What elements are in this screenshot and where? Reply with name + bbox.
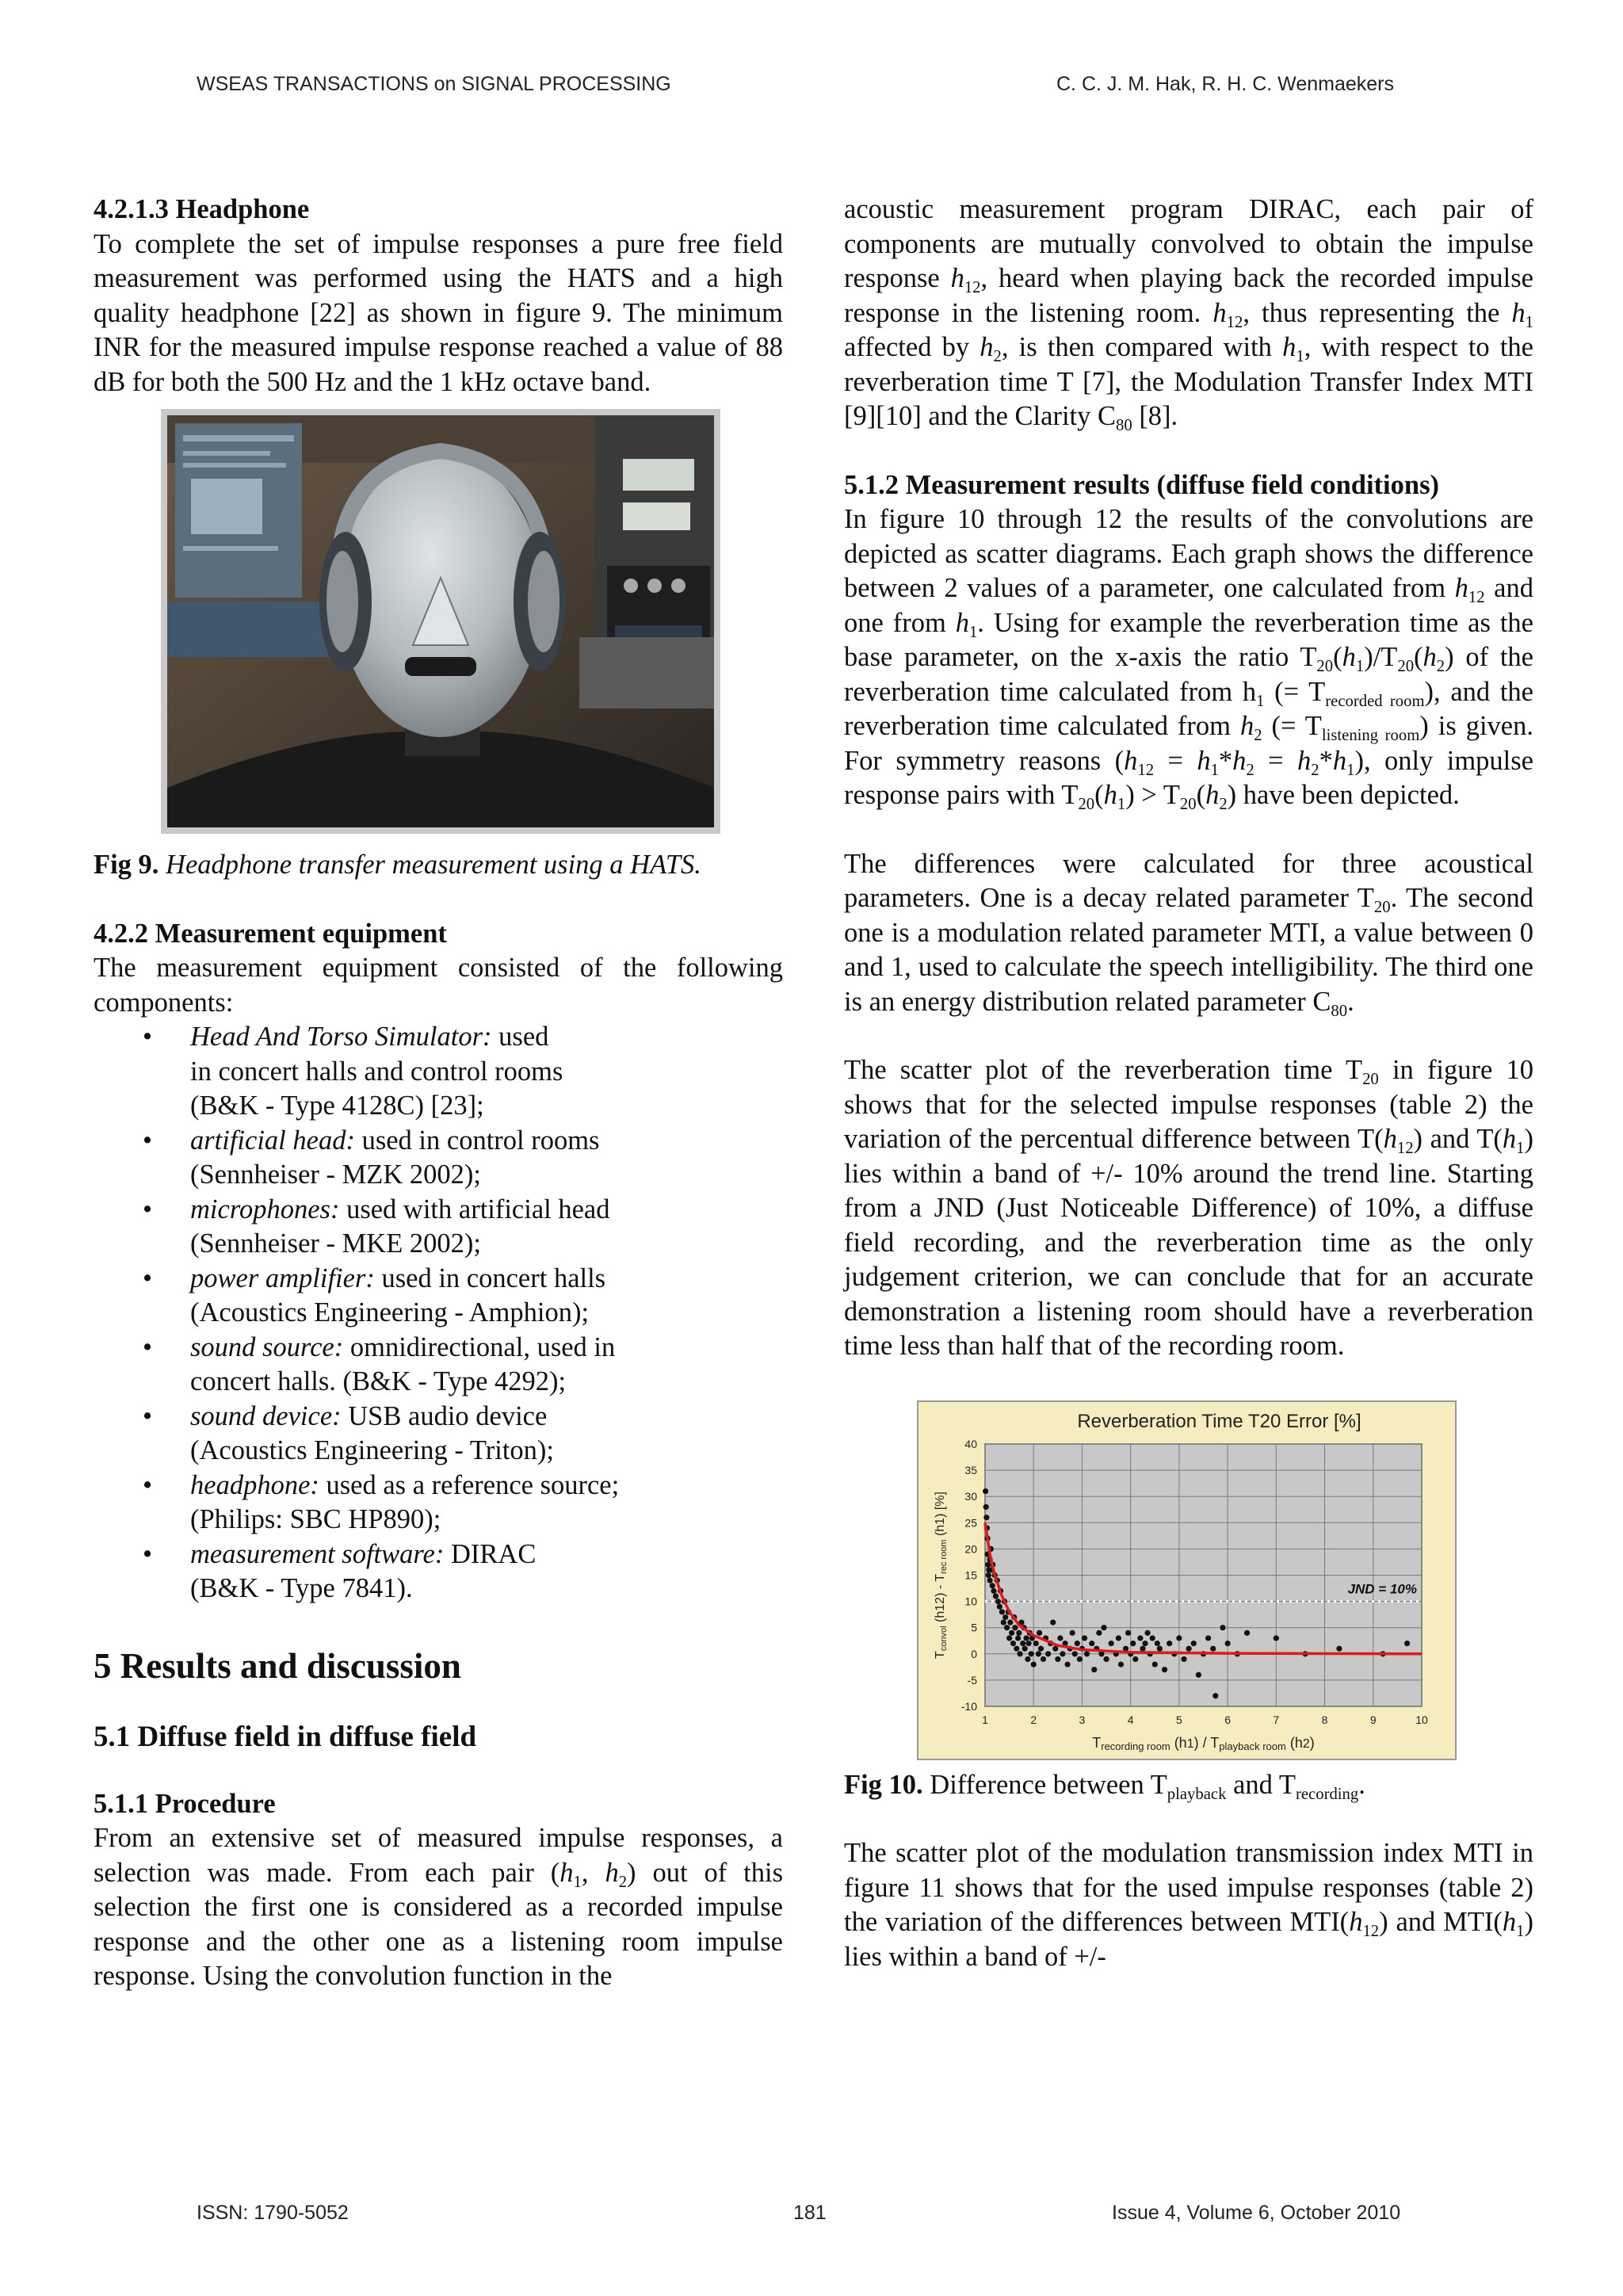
scatter-point bbox=[1089, 1640, 1094, 1645]
fig10-chart-svg bbox=[917, 1400, 1457, 1760]
equipment-item bbox=[94, 1469, 783, 1538]
text-run: Difference between T bbox=[922, 1769, 1167, 1800]
scatter-point bbox=[1205, 1635, 1211, 1641]
scatter-point bbox=[1004, 1625, 1010, 1630]
equipment-item bbox=[94, 1124, 783, 1193]
y-tick-label: 40 bbox=[964, 1437, 977, 1450]
text-run: From an extensive set of measured impulse responses, a selection was made. From each pair ( bbox=[94, 1823, 783, 1888]
scatter-point bbox=[1001, 1619, 1006, 1625]
subscript: 12 bbox=[1226, 313, 1243, 331]
text-run: affected by bbox=[844, 332, 980, 362]
equipment-name: Head And Torso Simulator: bbox=[190, 1022, 492, 1052]
symbol-h: h bbox=[1282, 332, 1296, 362]
text-run: The differences were calculated for three acoustical parameters. One is a decay related parameter T bbox=[844, 848, 1533, 913]
equipment-item bbox=[94, 1193, 783, 1262]
scatter-point bbox=[991, 1587, 996, 1593]
text-run: ), only impulse response pairs with T bbox=[844, 745, 1533, 810]
fig9-caption-label: Fig 9. bbox=[94, 850, 159, 880]
x-axis-label-run: (h bbox=[1285, 1734, 1303, 1751]
symbol-h: h bbox=[1205, 780, 1220, 810]
x-tick-label: 5 bbox=[1175, 1713, 1182, 1726]
scatter-point bbox=[983, 1515, 989, 1520]
x-tick-label: 6 bbox=[1224, 1713, 1232, 1726]
text-run: (= T bbox=[1264, 676, 1326, 707]
x-axis-label-run: T bbox=[1092, 1734, 1102, 1751]
x-axis-label-run: 1 bbox=[1186, 1736, 1194, 1751]
subscript: 1 bbox=[1296, 348, 1304, 366]
y-tick-label: 15 bbox=[964, 1568, 977, 1581]
scatter-point bbox=[1274, 1635, 1279, 1641]
scatter-point bbox=[1084, 1651, 1090, 1656]
text-run: ) lies within a band of +/- bbox=[844, 1907, 1533, 1972]
subscript: 12 bbox=[1396, 1140, 1414, 1158]
text-run: , with respect to the reverberation time T [7], the Modulation Transfer Index MTI [9][10] and the Clarity C bbox=[844, 332, 1533, 431]
equipment-description: omnidirectional, used in bbox=[343, 1331, 616, 1362]
text-run: , heard when playing back the recorded impulse response in the listening room. bbox=[844, 263, 1533, 328]
subscript: 20 bbox=[1078, 796, 1095, 814]
x-tick-label: 4 bbox=[1127, 1713, 1134, 1726]
section-512-heading: 5.1.2 Measurement results (diffuse field conditions) bbox=[844, 469, 1439, 500]
y-tick-label: 30 bbox=[964, 1489, 977, 1503]
equipment-detail: (Sennheiser - MKE 2002); bbox=[190, 1228, 481, 1259]
scatter-point bbox=[1015, 1635, 1021, 1641]
x-tick-label: 9 bbox=[1369, 1713, 1377, 1726]
running-head-authors: C. C. J. M. Hak, R. H. C. Wenmaekers bbox=[1056, 73, 1395, 95]
text-run: . Using for example the reverberation time as the base parameter, on the x-axis the ratio T bbox=[844, 607, 1533, 672]
section-511-text bbox=[94, 1821, 783, 1994]
right-paragraph-5 bbox=[844, 1836, 1533, 1974]
bullet-icon: • bbox=[143, 1400, 153, 1431]
equipment-detail: (Acoustics Engineering - Amphion); bbox=[190, 1297, 590, 1328]
subscript: listening room bbox=[1321, 727, 1420, 745]
symbol-h: h bbox=[1502, 1907, 1517, 1937]
x-axis-label-run: (h bbox=[1170, 1734, 1187, 1751]
scatter-point bbox=[1103, 1656, 1109, 1661]
scatter-point bbox=[1109, 1640, 1114, 1645]
y-tick-label: 20 bbox=[964, 1541, 977, 1555]
fig10-caption-text bbox=[922, 1769, 1365, 1803]
text-run: ( bbox=[1196, 780, 1206, 810]
symbol-h: h bbox=[1212, 297, 1227, 328]
equipment-detail: (Acoustics Engineering - Triton); bbox=[190, 1435, 554, 1465]
text-run: ( bbox=[1414, 642, 1423, 672]
section-422-heading: 4.2.2 Measurement equipment bbox=[94, 918, 447, 949]
symbol-h: h bbox=[1332, 745, 1347, 776]
equipment-item bbox=[94, 1020, 783, 1124]
equipment-detail: (B&K - Type 7841). bbox=[190, 1573, 413, 1603]
scatter-point bbox=[1022, 1645, 1028, 1651]
scatter-point bbox=[1033, 1640, 1039, 1645]
text-run: The scatter plot of the modulation transmission index MTI in figure 11 shows that for the used impulse responses (table 2) the variation of the differences between MTI( bbox=[844, 1838, 1533, 1937]
scatter-point bbox=[1025, 1656, 1030, 1661]
subscript: 12 bbox=[1137, 761, 1155, 779]
symbol-h: h bbox=[1232, 745, 1247, 776]
equipment-detail: in concert halls and control rooms bbox=[190, 1056, 563, 1087]
text-run: In figure 10 through 12 the results of the convolutions are depicted as scatter diagrams. Each graph shows the difference between 2 values of a parameter, one calculated from bbox=[844, 504, 1533, 603]
x-axis-label-run: ) bbox=[1309, 1734, 1315, 1751]
equipment-description: DIRAC bbox=[444, 1538, 537, 1569]
scatter-point bbox=[1244, 1629, 1250, 1635]
text-run: , is then compared with bbox=[1001, 332, 1283, 362]
scatter-point bbox=[1116, 1635, 1121, 1641]
symbol-h: h bbox=[1502, 1124, 1517, 1154]
footer-issue: Issue 4, Volume 6, October 2010 bbox=[1112, 2202, 1401, 2224]
scatter-point bbox=[1118, 1661, 1124, 1667]
text-run: ) and MTI( bbox=[1379, 1907, 1503, 1937]
y-tick-label: 5 bbox=[971, 1621, 977, 1634]
scatter-point bbox=[1181, 1656, 1186, 1661]
subscript: 12 bbox=[1362, 1923, 1380, 1941]
scatter-point bbox=[1176, 1635, 1182, 1641]
scatter-point bbox=[1010, 1640, 1016, 1645]
footer-issn: ISSN: 1790-5052 bbox=[197, 2202, 349, 2224]
equipment-description: used with artificial head bbox=[339, 1194, 610, 1224]
scatter-point bbox=[1167, 1640, 1172, 1645]
scatter-point bbox=[1336, 1645, 1342, 1651]
scatter-point bbox=[1023, 1635, 1029, 1641]
fig9-caption bbox=[94, 848, 783, 883]
fig10-chart bbox=[917, 1400, 1457, 1760]
symbol-h: h bbox=[955, 607, 969, 638]
running-head-journal: WSEAS TRANSACTIONS on SIGNAL PROCESSING bbox=[197, 73, 671, 95]
scatter-point bbox=[1064, 1661, 1070, 1667]
scatter-point bbox=[1144, 1629, 1150, 1635]
scatter-point bbox=[995, 1599, 1001, 1604]
subscript: 1 bbox=[1117, 796, 1126, 814]
symbol-h: h bbox=[1239, 711, 1254, 741]
chart-title: Reverberation Time T20 Error [%] bbox=[1077, 1410, 1361, 1432]
scatter-point bbox=[1037, 1629, 1042, 1635]
scatter-point bbox=[1070, 1629, 1075, 1635]
symbol-h: h bbox=[1297, 745, 1312, 776]
scatter-point bbox=[1155, 1640, 1160, 1645]
scatter-point bbox=[1072, 1651, 1078, 1656]
text-run: [8]. bbox=[1132, 401, 1178, 431]
scatter-point bbox=[1036, 1651, 1041, 1656]
text-run: ) out of this selection the first one is considered as a recorded impulse response and the other one as a listening room impulse response. Using the convolution function in the bbox=[94, 1857, 783, 1991]
y-tick-label: 35 bbox=[964, 1463, 977, 1477]
symbol-h: h bbox=[1197, 745, 1211, 776]
subscript: 1 bbox=[573, 1873, 582, 1891]
x-axis-label-run: recording room bbox=[1101, 1740, 1170, 1752]
text-run: = bbox=[1254, 745, 1298, 776]
bullet-icon: • bbox=[143, 1538, 153, 1569]
right-column bbox=[844, 193, 1533, 1974]
scatter-point bbox=[1002, 1614, 1008, 1619]
text-run: and one from bbox=[844, 573, 1533, 638]
fig9-caption-text: Headphone transfer measurement using a HATS. bbox=[166, 850, 701, 880]
fig9-photo bbox=[161, 409, 720, 834]
equipment-description: USB audio device bbox=[341, 1400, 548, 1431]
bullet-icon: • bbox=[143, 1194, 153, 1224]
scatter-point bbox=[993, 1593, 999, 1599]
scatter-point bbox=[1082, 1635, 1087, 1641]
equipment-name: sound source: bbox=[190, 1331, 344, 1362]
scatter-point bbox=[985, 1561, 991, 1567]
y-axis-label-run: ) - T bbox=[934, 1573, 947, 1597]
scatter-point bbox=[1125, 1629, 1131, 1635]
symbol-h: h bbox=[605, 1857, 619, 1888]
equipment-description: used as a reference source; bbox=[319, 1469, 620, 1500]
y-axis-label-run: 12 bbox=[934, 1596, 947, 1611]
right-paragraph-4 bbox=[844, 1053, 1533, 1364]
x-tick-label: 10 bbox=[1415, 1713, 1428, 1726]
scatter-point bbox=[986, 1572, 991, 1577]
bullet-icon: • bbox=[143, 1469, 153, 1500]
scatter-point bbox=[1016, 1629, 1022, 1635]
symbol-h: h bbox=[980, 332, 994, 362]
text-run: ) of the reverberation time calculated from h bbox=[844, 642, 1533, 707]
text-run: . bbox=[1358, 1769, 1365, 1800]
equipment-description: used in control rooms bbox=[354, 1125, 600, 1156]
scatter-point bbox=[1157, 1645, 1163, 1651]
scatter-point bbox=[1031, 1661, 1037, 1667]
x-tick-label: 1 bbox=[982, 1713, 988, 1726]
text-run: ), and the reverberation time calculated from bbox=[844, 676, 1533, 741]
text-run: ( bbox=[1333, 642, 1342, 672]
y-tick-label: 0 bbox=[971, 1647, 977, 1660]
equipment-name: power amplifier: bbox=[190, 1263, 375, 1293]
symbol-h: h bbox=[1349, 1907, 1363, 1937]
symbol-h: h bbox=[1383, 1124, 1397, 1154]
text-run: = bbox=[1154, 745, 1197, 776]
text-run: ( bbox=[1094, 780, 1104, 810]
symbol-h: h bbox=[1342, 642, 1356, 672]
scatter-point bbox=[1060, 1651, 1065, 1656]
equipment-list bbox=[94, 1020, 783, 1606]
text-run: . bbox=[1347, 986, 1354, 1017]
y-tick-label: -5 bbox=[967, 1673, 977, 1687]
jnd-label: JND = 10% bbox=[1347, 1581, 1417, 1597]
equipment-description: used in concert halls bbox=[374, 1263, 606, 1293]
scatter-point bbox=[1137, 1635, 1143, 1641]
hats-headphone-photo bbox=[167, 415, 714, 827]
scatter-point bbox=[1077, 1656, 1083, 1661]
y-axis-label-run: (h bbox=[934, 1524, 947, 1539]
section-422-text: The measurement equipment consisted of the following components: bbox=[94, 953, 783, 1018]
symbol-h: h bbox=[1511, 297, 1526, 328]
subscript: 1 bbox=[1516, 1923, 1525, 1941]
subscript: 1 bbox=[1346, 761, 1355, 779]
subscript: playback bbox=[1167, 1785, 1227, 1803]
scatter-point bbox=[1091, 1667, 1097, 1672]
scatter-point bbox=[1210, 1645, 1216, 1651]
subscript: 1 bbox=[968, 623, 978, 641]
section-5-heading: 5 Results and discussion bbox=[94, 1645, 461, 1686]
subscript: 2 bbox=[1311, 761, 1319, 779]
x-tick-label: 3 bbox=[1079, 1713, 1086, 1726]
scatter-point bbox=[1045, 1651, 1051, 1656]
scatter-point bbox=[1152, 1661, 1158, 1667]
scatter-point bbox=[1225, 1640, 1231, 1645]
equipment-name: sound device: bbox=[190, 1400, 342, 1431]
text-run: The scatter plot of the reverberation time T bbox=[844, 1055, 1363, 1085]
y-tick-label: 25 bbox=[964, 1515, 977, 1529]
equipment-item bbox=[94, 1331, 783, 1400]
symbol-h: h bbox=[950, 263, 964, 293]
equipment-item bbox=[94, 1400, 783, 1469]
subscript: 2 bbox=[1219, 796, 1228, 814]
scatter-point bbox=[1191, 1640, 1197, 1645]
equipment-name: headphone: bbox=[190, 1469, 319, 1500]
text-run: )/T bbox=[1364, 642, 1398, 672]
equipment-name: measurement software: bbox=[190, 1538, 445, 1569]
scatter-point bbox=[1017, 1651, 1022, 1656]
scatter-point bbox=[987, 1577, 993, 1583]
scatter-point bbox=[997, 1603, 1002, 1609]
scatter-point bbox=[1057, 1635, 1063, 1641]
y-axis-label-run: convol bbox=[939, 1625, 949, 1651]
bullet-icon: • bbox=[143, 1022, 153, 1052]
scatter-point bbox=[1014, 1645, 1019, 1651]
subscript: 20 bbox=[1397, 658, 1415, 676]
scatter-point bbox=[1140, 1645, 1145, 1651]
subscript: 1 bbox=[1516, 1140, 1525, 1158]
bullet-icon: • bbox=[143, 1263, 153, 1293]
text-run: ) have been depicted. bbox=[1227, 780, 1460, 810]
y-axis-label-run: 1 bbox=[934, 1517, 947, 1525]
scatter-point bbox=[1404, 1640, 1410, 1645]
scatter-point bbox=[1007, 1619, 1013, 1625]
equipment-item bbox=[94, 1538, 783, 1606]
text-run: in figure 10 shows that for the selected impulse responses (table 2) the variation of the percentual difference between T( bbox=[844, 1055, 1533, 1154]
scatter-point bbox=[1009, 1629, 1014, 1635]
equipment-detail: (Sennheiser - MZK 2002); bbox=[190, 1159, 481, 1190]
subscript: 20 bbox=[1316, 658, 1334, 676]
section-4213-heading: 4.2.1.3 Headphone bbox=[94, 194, 310, 224]
left-column bbox=[94, 193, 783, 1994]
scatter-point bbox=[1029, 1651, 1034, 1656]
text-run: ) is given. For symmetry reasons ( bbox=[844, 711, 1533, 776]
y-axis-label-run: ) [%] bbox=[934, 1491, 947, 1518]
right-paragraph-3 bbox=[844, 847, 1533, 1020]
subscript: 1 bbox=[1256, 692, 1265, 710]
right-paragraph-1 bbox=[844, 193, 1533, 434]
scatter-point bbox=[1220, 1625, 1225, 1630]
text-run: * bbox=[1319, 745, 1333, 776]
x-axis-label-run: ) / T bbox=[1193, 1734, 1220, 1751]
section-51-heading: 5.1 Diffuse field in diffuse field bbox=[94, 1720, 477, 1753]
scatter-point bbox=[1020, 1640, 1025, 1645]
x-tick-label: 7 bbox=[1273, 1713, 1280, 1726]
scatter-point bbox=[1162, 1667, 1167, 1672]
subscript: 2 bbox=[1254, 727, 1262, 745]
scatter-point bbox=[1130, 1640, 1136, 1645]
scatter-point bbox=[1041, 1656, 1046, 1661]
y-axis-label-run: rec room bbox=[939, 1538, 949, 1574]
subscript: 1 bbox=[1525, 313, 1534, 331]
y-tick-label: 10 bbox=[964, 1595, 977, 1608]
subscript: 2 bbox=[1246, 761, 1254, 779]
fig10-caption bbox=[844, 1768, 1533, 1803]
text-run: ) > T bbox=[1125, 780, 1180, 810]
subscript: 20 bbox=[1362, 1071, 1379, 1089]
subscript: 2 bbox=[618, 1873, 628, 1891]
subscript: 20 bbox=[1373, 899, 1391, 917]
text-run: and T bbox=[1226, 1769, 1296, 1800]
equipment-detail: (Philips: SBC HP890); bbox=[190, 1504, 441, 1534]
subscript: 12 bbox=[1468, 589, 1485, 607]
subscript: 20 bbox=[1179, 796, 1197, 814]
scatter-point bbox=[1075, 1640, 1080, 1645]
equipment-name: artificial head: bbox=[190, 1125, 355, 1156]
x-tick-label: 2 bbox=[1030, 1713, 1037, 1726]
equipment-item bbox=[94, 1262, 783, 1331]
scatter-point bbox=[1006, 1635, 1012, 1641]
scatter-point bbox=[983, 1503, 989, 1509]
scatter-point bbox=[1026, 1640, 1032, 1645]
subscript: recorded room bbox=[1325, 692, 1425, 710]
text-run: acoustic measurement program DIRAC, each pair of components are mutually convolved to obtain the impulse response bbox=[844, 194, 1533, 293]
scatter-point bbox=[1101, 1625, 1106, 1630]
scatter-point bbox=[1150, 1635, 1155, 1641]
x-axis-label-run: playback room bbox=[1219, 1740, 1286, 1752]
scatter-point bbox=[1050, 1619, 1056, 1625]
y-tick-label: -10 bbox=[960, 1699, 977, 1713]
scatter-point bbox=[999, 1609, 1005, 1614]
text-run: , bbox=[581, 1857, 605, 1888]
text-run: (= T bbox=[1262, 711, 1322, 741]
y-axis-label-run: (h bbox=[934, 1610, 947, 1626]
footer-page-number: 181 bbox=[793, 2202, 827, 2224]
subscript: 1 bbox=[1355, 658, 1365, 676]
symbol-h: h bbox=[559, 1857, 574, 1888]
scatter-point bbox=[1012, 1625, 1018, 1630]
scatter-point bbox=[1196, 1671, 1201, 1677]
equipment-detail: (B&K - Type 4128C) [23]; bbox=[190, 1091, 484, 1121]
fig10-caption-label: Fig 10. bbox=[844, 1769, 923, 1800]
text-run: , thus representing the bbox=[1243, 297, 1512, 328]
subscript: 2 bbox=[993, 348, 1002, 366]
subscript: recording bbox=[1295, 1785, 1359, 1803]
symbol-h: h bbox=[1423, 642, 1437, 672]
subscript: 1 bbox=[1210, 761, 1219, 779]
scatter-point bbox=[1132, 1656, 1138, 1661]
text-run: ) and T( bbox=[1413, 1124, 1503, 1154]
text-run: * bbox=[1218, 745, 1233, 776]
x-tick-label: 8 bbox=[1321, 1713, 1328, 1726]
subscript: 12 bbox=[964, 279, 981, 297]
x-axis-label-run: 2 bbox=[1302, 1736, 1310, 1751]
symbol-h: h bbox=[1124, 745, 1138, 776]
scatter-point bbox=[1142, 1640, 1148, 1645]
scatter-point bbox=[1055, 1656, 1060, 1661]
text-run: ) lies within a band of +/- 10% around the trend line. Starting from a JND (Just Noticeable Difference) of 10%, a diffuse field recording, and the reverberation time as the only judgement criterion, we can conclude that for an accurate demonstration a listening room should have a reverberation time less than half that of the recording room. bbox=[844, 1124, 1533, 1361]
equipment-detail: concert halls. (B&K - Type 4292); bbox=[190, 1366, 567, 1396]
y-axis-label-run: T bbox=[934, 1650, 947, 1659]
text-run: . The second one is a modulation related parameter MTI, a value between 0 and 1, used to calculate the speech intelligibility. The third one is an energy distribution related parameter C bbox=[844, 883, 1533, 1017]
section-511-heading: 5.1.1 Procedure bbox=[94, 1788, 276, 1819]
scatter-point bbox=[1096, 1629, 1102, 1635]
scatter-point bbox=[1212, 1693, 1218, 1698]
symbol-h: h bbox=[1103, 780, 1117, 810]
subscript: 80 bbox=[1116, 417, 1132, 435]
section-4213-text: To complete the set of impulse responses a pure free field measurement was performed using the HATS and a high quality headphone [22] as shown in figure 9. The minimum INR for the measured impulse response reached a value of 88 dB for both the 500 Hz and the 1 kHz octave band. bbox=[94, 228, 783, 397]
bullet-icon: • bbox=[143, 1125, 153, 1156]
bullet-icon: • bbox=[143, 1331, 153, 1362]
scatter-point bbox=[990, 1583, 995, 1588]
scatter-point bbox=[983, 1488, 988, 1493]
symbol-h: h bbox=[1454, 573, 1468, 603]
subscript: 80 bbox=[1331, 1002, 1348, 1020]
scatter-point bbox=[1186, 1645, 1192, 1651]
equipment-description: used bbox=[491, 1022, 549, 1052]
subscript: 2 bbox=[1436, 658, 1445, 676]
equipment-name: microphones: bbox=[190, 1194, 340, 1224]
scatter-point bbox=[1038, 1645, 1044, 1651]
right-paragraph-2 bbox=[844, 502, 1533, 813]
